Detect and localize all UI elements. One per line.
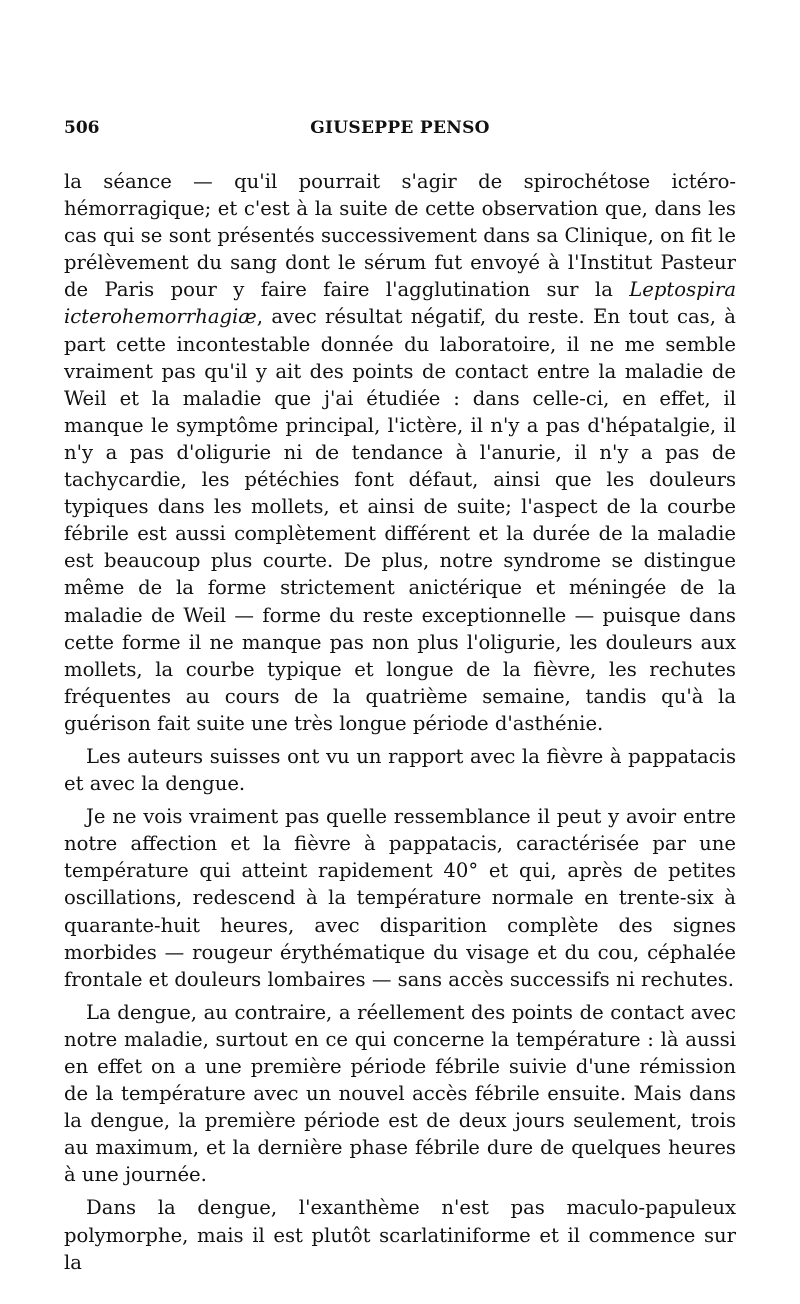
species-name-italic: Leptospira icterohemorrhagiæ [64, 278, 736, 329]
paragraph-continued [64, 168, 736, 737]
text-segment: La dengue, au contraire, a réellement des points de contact avec notre maladie, surtout en ce qui concerne la température : là aussi en effet on a une première période fébrile suivie d'une rémission de la température avec un nouvel accès fébrile ensuite. Mais dans la dengue, la première période est de deux jours seulement, trois au maximum, et la dernière phase fébrile dure de quelques heures à une journée. [64, 1000, 736, 1187]
page-number: 506 [64, 118, 100, 138]
body-text [64, 168, 736, 1276]
running-title: GIUSEPPE PENSO [310, 118, 490, 138]
paragraph [64, 803, 736, 993]
text-segment: Les auteurs suisses ont vu un rapport avec la fièvre à pappatacis et avec la dengue. [64, 744, 736, 796]
text-segment: , avec résultat négatif, du reste. En tout cas, à part cette incontestable donnée du laboratoire, il ne me semble vraiment pas qu'il y ait des points de contact entre la maladie de Weil et la maladie que j'ai étudiée : dans celle-ci, en effet, il manque le symptôme principal, l'ictère, il n'y a pas d'hépatalgie, il n'y a pas d'oligurie ni de tendance à l'anurie, il n'y a pas de tachycardie, les pétéchies font défaut, ainsi que les douleurs typiques dans les mollets, et ainsi de suite; l'aspect de la courbe fébrile est aussi complètement différent et la durée de la maladie est beaucoup plus courte. De plus, notre syndrome se distingue même de la forme strictement anictérique et méningée de la maladie de Weil — forme du reste exceptionnelle — puisque dans cette forme il ne manque pas non plus l'oligurie, les douleurs aux mollets, la courbe typique et longue de la fièvre, les rechutes fréquentes au cours de la quatrième semaine, tandis qu'à la guérison fait suite une très longue période d'asthénie. [64, 305, 736, 735]
book-page [64, 118, 736, 1282]
paragraph [64, 999, 736, 1189]
text-segment: Je ne vois vraiment pas quelle ressemblance il peut y avoir entre notre affection et la fièvre à pappatacis, caractérisée par une température qui atteint rapidement 40° et qui, après de petites oscillations, redescend à la température normale en trente-six à quarante-huit heures, avec disparition complète des signes morbides — rougeur érythématique du visage et du cou, céphalée frontale et douleurs lombaires — sans accès successifs ni rechutes. [64, 805, 736, 991]
text-segment: la séance — qu'il pourrait s'agir de spirochétose ictéro-hémorragique; et c'est à la suite de cette observation que, dans les cas qui se sont présentés successivement dans sa Clinique, on fit le prélèvement du sang dont le sérum fut envoyé à l'Institut Pasteur de Paris pour y faire faire l'agglutination sur la [64, 170, 736, 302]
text-segment: Dans la dengue, l'exanthème n'est pas maculo-papuleux polymorphe, mais il est plutôt scarlatiniforme et il commence sur la [64, 1196, 736, 1274]
running-head [64, 118, 736, 146]
paragraph [64, 743, 736, 797]
paragraph [64, 1194, 736, 1275]
